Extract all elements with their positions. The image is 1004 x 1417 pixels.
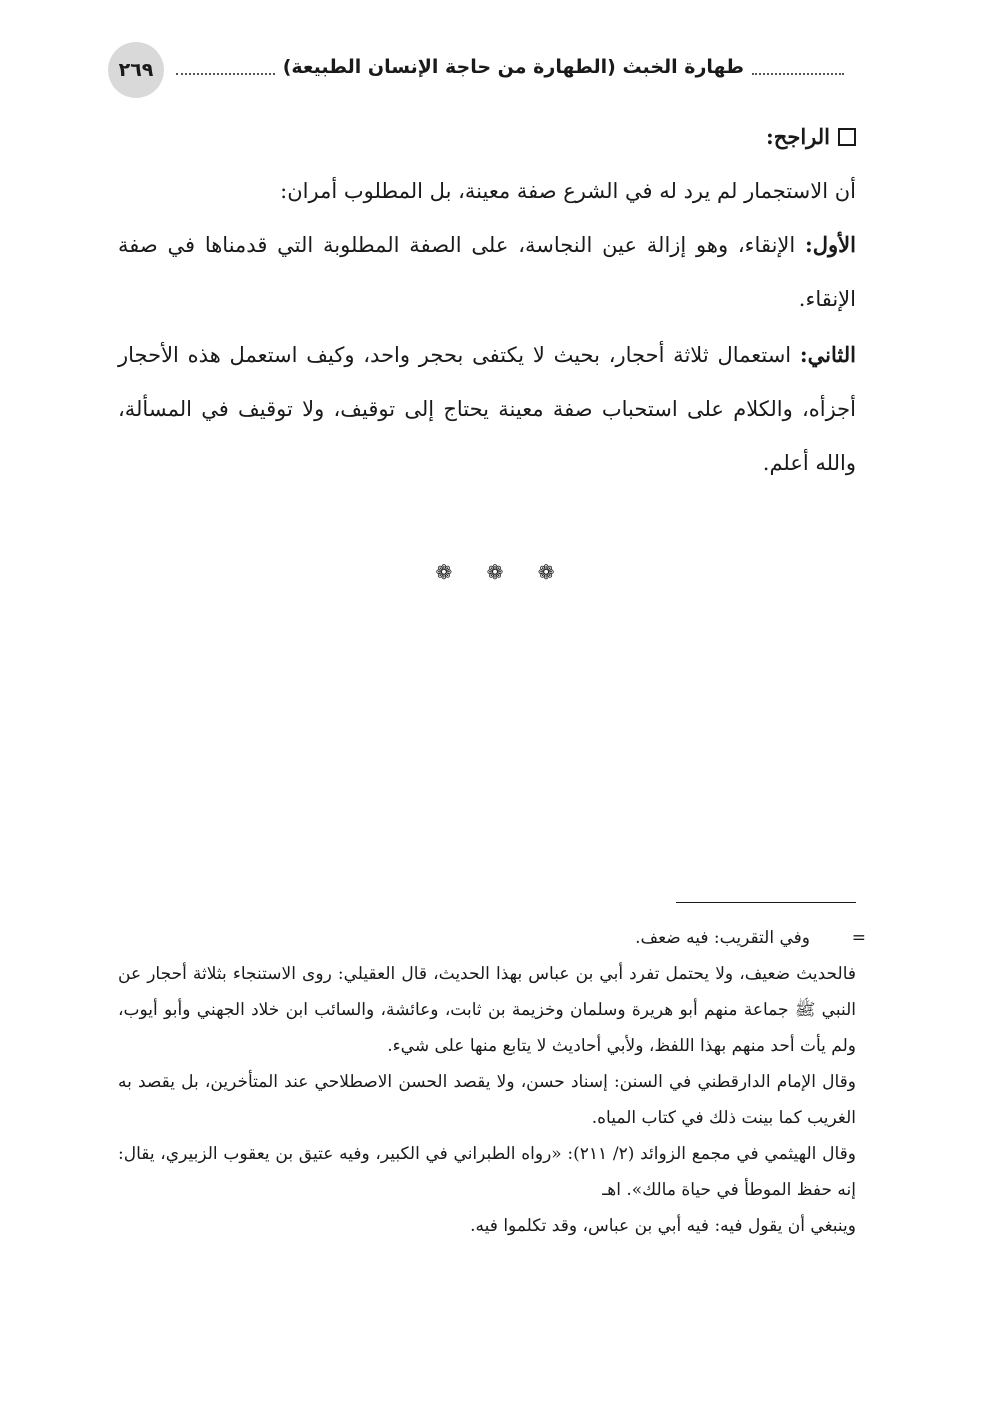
footnote-line: وينبغي أن يقول فيه: فيه أبي بن عباس، وقد تكلموا فيه. xyxy=(470,1216,856,1236)
first-point-text: الإنقاء، وهو إزالة عين النجاسة، على الصفة المطلوبة التي قدمناها في صفة الإنقاء. xyxy=(118,233,856,311)
footnote-line: وقال الإمام الدارقطني في السنن: إسناد حسن، ولا يقصد الحسن الاصطلاحي عند المتأخرين، بل يقصد به الغريب كما بينت ذلك في كتاب المياه. xyxy=(118,1072,856,1128)
square-bullet-icon xyxy=(838,128,856,146)
header-title: طهارة الخبث (الطهارة من حاجة الإنسان الطبيعة) xyxy=(282,56,744,78)
second-point-text: استعمال ثلاثة أحجار، بحيث لا يكتفى بحجر واحد، وكيف استعمل هذه الأحجار أجزأه، والكلام على استحباب صفة معينة يحتاج إلى توقيف، ولا توقيف في المسألة، والله أعلم. xyxy=(118,343,856,475)
second-point-label: الثاني: xyxy=(799,342,856,367)
footnote-line xyxy=(118,920,866,956)
footnote-rule xyxy=(676,902,856,903)
running-header xyxy=(176,52,844,82)
header-dots-right xyxy=(752,73,844,75)
header-dots-left xyxy=(176,73,275,75)
footnote-text: وفي التقريب: فيه ضعف. xyxy=(635,928,810,948)
continuation-mark: = xyxy=(851,928,866,948)
footnote-line: وقال الهيثمي في مجمع الزوائد (٢/ ٢١١): «رواه الطبراني في الكبير، وفيه عتيق بن يعقوب الزبيري، يقال: إنه حفظ الموطأ في حياة مالك». اهـ xyxy=(118,1144,856,1200)
section-separator: ❁ ❁ ❁ xyxy=(435,560,569,584)
footnotes xyxy=(118,920,866,1244)
first-point xyxy=(118,218,856,326)
main-text xyxy=(118,110,856,490)
footnote-line: فالحديث ضعيف، ولا يحتمل تفرد أبي بن عباس بهذا الحديث، قال العقيلي: روى الاستنجاء بثلاثة أحجار عن النبي ﷺ جماعة منهم أبو هريرة وسلمان وخزيمة بن ثابت، وعائشة، والسائب ابن خلاد الجهني وأبو أيوب، ولم يأت أحد منهم بهذا اللفظ، ولأبي أحاديث لا يتابع منها على شيء. xyxy=(118,964,856,1056)
first-point-label: الأول: xyxy=(805,232,856,257)
section-heading xyxy=(118,110,856,164)
intro-paragraph: أن الاستجمار لم يرد له في الشرع صفة معينة، بل المطلوب أمران: xyxy=(280,179,856,203)
page-number: ٢٦٩ xyxy=(108,42,164,98)
second-point xyxy=(118,328,856,490)
section-heading-label: الراجح: xyxy=(766,124,830,149)
